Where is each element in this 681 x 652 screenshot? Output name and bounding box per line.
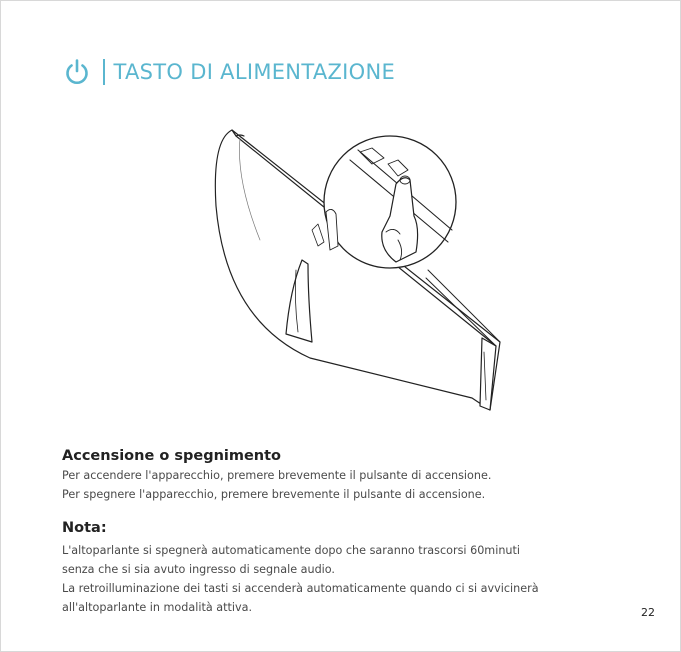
section-heading-note: Nota:	[62, 520, 107, 536]
power-text-line-2: Per spegnere l'apparecchio, premere brevemente il pulsante di accensione.	[62, 488, 486, 501]
page-header	[62, 54, 395, 90]
note-text-line-2: senza che si sia avuto ingresso di segnale audio.	[62, 563, 335, 576]
note-text-line-1: L'altoparlante si spegnerà automaticamente dopo che saranno trascorsi 60minuti	[62, 544, 520, 557]
note-text-line-3: La retroilluminazione dei tasti si accenderà automaticamente quando ci si avvicinerà	[62, 582, 539, 595]
section-heading-power: Accensione o spegnimento	[62, 448, 282, 464]
header-divider	[103, 59, 105, 85]
speaker-illustration	[200, 120, 510, 430]
note-text-line-4: all'altoparlante in modalità attiva.	[62, 601, 253, 614]
power-icon	[62, 57, 92, 87]
page-number: 22	[641, 606, 655, 619]
page-title: TASTO DI ALIMENTAZIONE	[113, 60, 396, 84]
power-text-line-1: Per accendere l'apparecchio, premere brevemente il pulsante di accensione.	[62, 469, 492, 482]
